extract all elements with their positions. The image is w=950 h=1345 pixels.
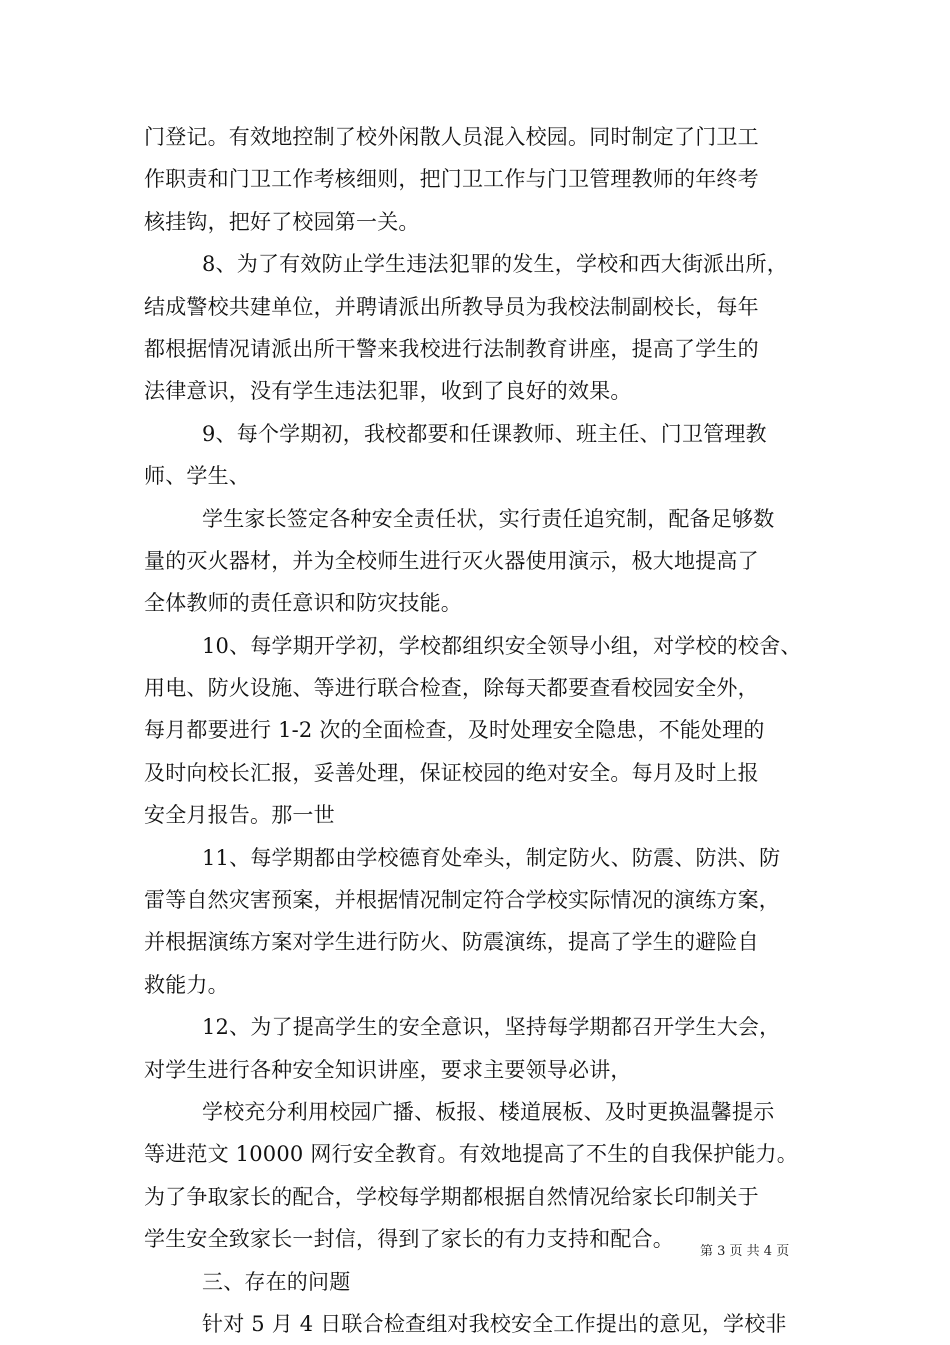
text-line: 结成警校共建单位，并聘请派出所教导员为我校法制副校长，每年 — [144, 294, 759, 319]
text-line: 作职责和门卫工作考核细则，把门卫工作与门卫管理教师的年终考 — [144, 167, 759, 192]
text-line: 学校充分利用校园广播、板报、楼道展板、及时更换温馨提示 — [202, 1099, 775, 1124]
text-line: 三、存在的问题 — [202, 1269, 351, 1294]
text-line: 师、学生、 — [144, 464, 250, 489]
text-line: 10、每学期开学初，学校都组织安全领导小组，对学校的校舍、 — [202, 633, 802, 658]
text-line: 每月都要进行 1-2 次的全面检查，及时处理安全隐患，不能处理的 — [144, 718, 765, 743]
text-line: 等进范文 10000 网行安全教育。有效地提高了不生的自我保护能力。 — [144, 1142, 798, 1167]
text-line: 门登记。有效地控制了校外闲散人员混入校园。同时制定了门卫工 — [144, 125, 759, 149]
text-line: 为了争取家长的配合，学校每学期都根据自然情况给家长印制关于 — [144, 1184, 759, 1209]
text-line: 全体教师的责任意识和防灾技能。 — [144, 591, 462, 616]
text-line: 9、每个学期初，我校都要和任课教师、班主任、门卫管理教 — [202, 421, 767, 446]
text-line: 对学生进行各种安全知识讲座，要求主要领导必讲， — [144, 1057, 632, 1082]
text-line: 雷等自然灾害预案，并根据情况制定符合学校实际情况的演练方案， — [144, 888, 780, 913]
text-line: 8、为了有效防止学生违法犯罪的发生，学校和西大街派出所， — [202, 252, 788, 277]
text-line: 核挂钩，把好了校园第一关。 — [144, 209, 420, 234]
page-number-footer: 第 3 页 共 4 页 — [700, 1244, 790, 1259]
text-line: 并根据演练方案对学生进行防火、防震演练，提高了学生的避险自 — [144, 930, 759, 955]
text-line: 学生家长签定各种安全责任状，实行责任追究制，配备足够数 — [202, 506, 775, 531]
text-line: 法律意识，没有学生违法犯罪，收到了良好的效果。 — [144, 379, 632, 404]
text-line: 用电、防火设施、等进行联合检查，除每天都要查看校园安全外， — [144, 676, 759, 701]
text-line: 及时向校长汇报，妥善处理，保证校园的绝对安全。每月及时上报 — [144, 760, 759, 785]
text-line: 针对 5 月 4 日联合检查组对我校安全工作提出的意见，学校非 — [202, 1311, 787, 1336]
text-line: 学生安全致家长一封信，得到了家长的有力支持和配合。 — [144, 1227, 674, 1252]
document-body — [144, 116, 814, 1345]
text-line: 救能力。 — [144, 972, 229, 997]
text-line: 11、每学期都由学校德育处牵头，制定防火、防震、防洪、防 — [202, 845, 781, 870]
text-line: 安全月报告。那一世 — [144, 803, 335, 828]
text-line: 量的灭火器材，并为全校师生进行灭火器使用演示，极大地提高了 — [144, 548, 759, 573]
text-line: 都根据情况请派出所干警来我校进行法制教育讲座，提高了学生的 — [144, 336, 759, 361]
text-line: 12、为了提高学生的安全意识，坚持每学期都召开学生大会， — [202, 1015, 781, 1040]
